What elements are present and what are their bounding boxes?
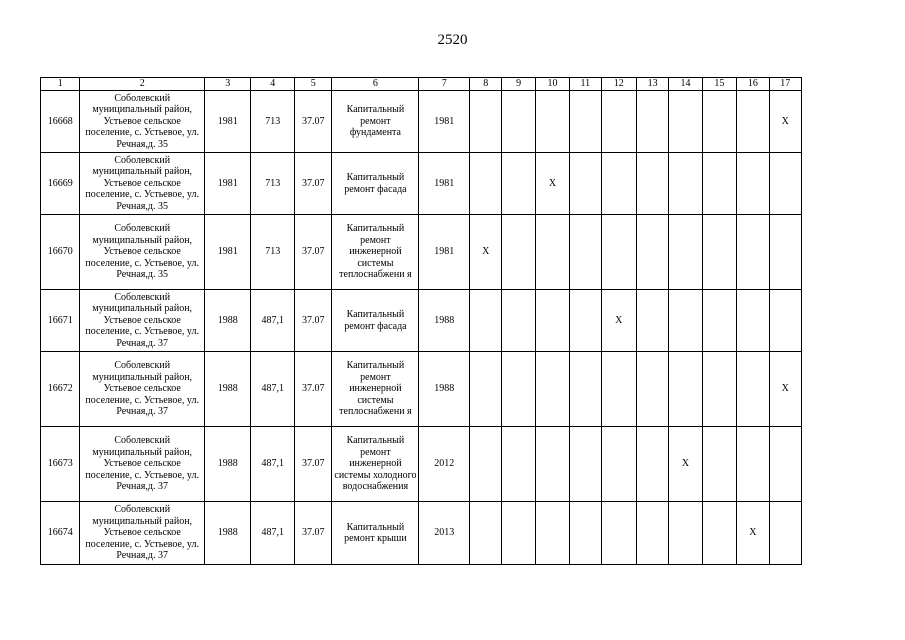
work-type-cell: Капитальный ремонт инженерной системы теплоснабжени я [332, 215, 419, 290]
empty-cell [470, 290, 502, 352]
empty-cell [702, 153, 736, 215]
work-mark-cell: X [769, 352, 802, 427]
wear-cell: 37.07 [294, 153, 331, 215]
work-type-cell: Капитальный ремонт фасада [332, 290, 419, 352]
work-year-cell: 2012 [419, 427, 470, 502]
table-row [41, 290, 802, 352]
work-type-cell: Капитальный ремонт фасада [332, 153, 419, 215]
year-built-cell: 1988 [204, 290, 251, 352]
record-id-cell: 16670 [41, 215, 80, 290]
empty-cell [570, 290, 601, 352]
column-header-3: 3 [204, 78, 251, 91]
empty-cell [702, 290, 736, 352]
empty-cell [702, 427, 736, 502]
work-mark-cell: X [535, 153, 569, 215]
empty-cell [601, 153, 636, 215]
empty-cell [502, 352, 535, 427]
empty-cell [737, 352, 769, 427]
work-type-cell: Капитальный ремонт фундамента [332, 91, 419, 153]
column-header-16: 16 [737, 78, 769, 91]
work-mark-cell: X [737, 502, 769, 565]
empty-cell [535, 427, 569, 502]
wear-cell: 37.07 [294, 352, 331, 427]
year-built-cell: 1988 [204, 352, 251, 427]
record-id-cell: 16671 [41, 290, 80, 352]
column-header-5: 5 [294, 78, 331, 91]
empty-cell [769, 215, 802, 290]
work-year-cell: 1988 [419, 290, 470, 352]
record-id-cell: 16668 [41, 91, 80, 153]
area-cell: 487,1 [251, 290, 295, 352]
address-cell: Соболевский муниципальный район, Устьевое сельское поселение, с. Устьевое, ул. Речная,д. 35 [80, 153, 204, 215]
table-row [41, 215, 802, 290]
empty-cell [535, 352, 569, 427]
empty-cell [570, 502, 601, 565]
wear-cell: 37.07 [294, 215, 331, 290]
column-header-10: 10 [535, 78, 569, 91]
empty-cell [737, 290, 769, 352]
table-body [41, 91, 802, 565]
empty-cell [636, 502, 668, 565]
record-id-cell: 16673 [41, 427, 80, 502]
work-year-cell: 1981 [419, 215, 470, 290]
column-header-14: 14 [669, 78, 702, 91]
work-year-cell: 2013 [419, 502, 470, 565]
empty-cell [702, 91, 736, 153]
empty-cell [470, 427, 502, 502]
empty-cell [470, 153, 502, 215]
empty-cell [601, 352, 636, 427]
area-cell: 713 [251, 153, 295, 215]
empty-cell [636, 215, 668, 290]
work-mark-cell: X [669, 427, 702, 502]
area-cell: 487,1 [251, 352, 295, 427]
empty-cell [702, 352, 736, 427]
empty-cell [636, 427, 668, 502]
empty-cell [535, 91, 569, 153]
empty-cell [636, 153, 668, 215]
area-cell: 487,1 [251, 427, 295, 502]
empty-cell [570, 153, 601, 215]
area-cell: 487,1 [251, 502, 295, 565]
column-header-2: 2 [80, 78, 204, 91]
year-built-cell: 1988 [204, 502, 251, 565]
empty-cell [502, 91, 535, 153]
column-header-6: 6 [332, 78, 419, 91]
table-row [41, 502, 802, 565]
empty-cell [601, 91, 636, 153]
empty-cell [570, 91, 601, 153]
empty-cell [636, 91, 668, 153]
address-cell: Соболевский муниципальный район, Устьевое сельское поселение, с. Устьевое, ул. Речная,д. 37 [80, 352, 204, 427]
empty-cell [535, 215, 569, 290]
empty-cell [669, 352, 702, 427]
record-id-cell: 16669 [41, 153, 80, 215]
page-number: 2520 [437, 32, 468, 48]
empty-cell [470, 91, 502, 153]
work-type-cell: Капитальный ремонт инженерной системы холодного водоснабжения [332, 427, 419, 502]
empty-cell [502, 290, 535, 352]
empty-cell [669, 91, 702, 153]
work-type-cell: Капитальный ремонт крыши [332, 502, 419, 565]
empty-cell [470, 502, 502, 565]
empty-cell [769, 502, 802, 565]
column-header-13: 13 [636, 78, 668, 91]
empty-cell [737, 215, 769, 290]
empty-cell [601, 215, 636, 290]
column-header-15: 15 [702, 78, 736, 91]
empty-cell [702, 502, 736, 565]
column-header-12: 12 [601, 78, 636, 91]
wear-cell: 37.07 [294, 91, 331, 153]
address-cell: Соболевский муниципальный район, Устьевое сельское поселение, с. Устьевое, ул. Речная,д. 37 [80, 427, 204, 502]
work-mark-cell: X [470, 215, 502, 290]
work-type-cell: Капитальный ремонт инженерной системы теплоснабжени я [332, 352, 419, 427]
empty-cell [470, 352, 502, 427]
empty-cell [502, 215, 535, 290]
empty-cell [669, 290, 702, 352]
empty-cell [702, 215, 736, 290]
address-cell: Соболевский муниципальный район, Устьевое сельское поселение, с. Устьевое, ул. Речная,д. 37 [80, 290, 204, 352]
column-header-1: 1 [41, 78, 80, 91]
work-mark-cell: X [769, 91, 802, 153]
year-built-cell: 1981 [204, 153, 251, 215]
column-header-7: 7 [419, 78, 470, 91]
empty-cell [502, 153, 535, 215]
empty-cell [737, 427, 769, 502]
year-built-cell: 1988 [204, 427, 251, 502]
work-year-cell: 1988 [419, 352, 470, 427]
area-cell: 713 [251, 215, 295, 290]
table-row [41, 153, 802, 215]
address-cell: Соболевский муниципальный район, Устьевое сельское поселение, с. Устьевое, ул. Речная,д. 35 [80, 215, 204, 290]
empty-cell [570, 427, 601, 502]
empty-cell [769, 290, 802, 352]
table-row [41, 352, 802, 427]
record-id-cell: 16672 [41, 352, 80, 427]
empty-cell [769, 427, 802, 502]
address-cell: Соболевский муниципальный район, Устьевое сельское поселение, с. Устьевое, ул. Речная,д. 37 [80, 502, 204, 565]
column-header-4: 4 [251, 78, 295, 91]
empty-cell [535, 502, 569, 565]
empty-cell [669, 153, 702, 215]
wear-cell: 37.07 [294, 502, 331, 565]
empty-cell [601, 427, 636, 502]
column-header-11: 11 [570, 78, 601, 91]
column-header-8: 8 [470, 78, 502, 91]
empty-cell [570, 352, 601, 427]
year-built-cell: 1981 [204, 91, 251, 153]
column-number-header-row [41, 78, 802, 91]
wear-cell: 37.07 [294, 290, 331, 352]
work-year-cell: 1981 [419, 91, 470, 153]
empty-cell [769, 153, 802, 215]
empty-cell [502, 427, 535, 502]
empty-cell [535, 290, 569, 352]
empty-cell [737, 153, 769, 215]
address-cell: Соболевский муниципальный район, Устьевое сельское поселение, с. Устьевое, ул. Речная,д. 35 [80, 91, 204, 153]
table-row [41, 427, 802, 502]
empty-cell [570, 215, 601, 290]
wear-cell: 37.07 [294, 427, 331, 502]
table-row [41, 91, 802, 153]
empty-cell [502, 502, 535, 565]
empty-cell [601, 502, 636, 565]
column-header-9: 9 [502, 78, 535, 91]
work-year-cell: 1981 [419, 153, 470, 215]
empty-cell [669, 215, 702, 290]
empty-cell [669, 502, 702, 565]
year-built-cell: 1981 [204, 215, 251, 290]
area-cell: 713 [251, 91, 295, 153]
record-id-cell: 16674 [41, 502, 80, 565]
empty-cell [737, 91, 769, 153]
repair-registry-table [40, 77, 802, 565]
work-mark-cell: X [601, 290, 636, 352]
empty-cell [636, 290, 668, 352]
empty-cell [636, 352, 668, 427]
column-header-17: 17 [769, 78, 802, 91]
